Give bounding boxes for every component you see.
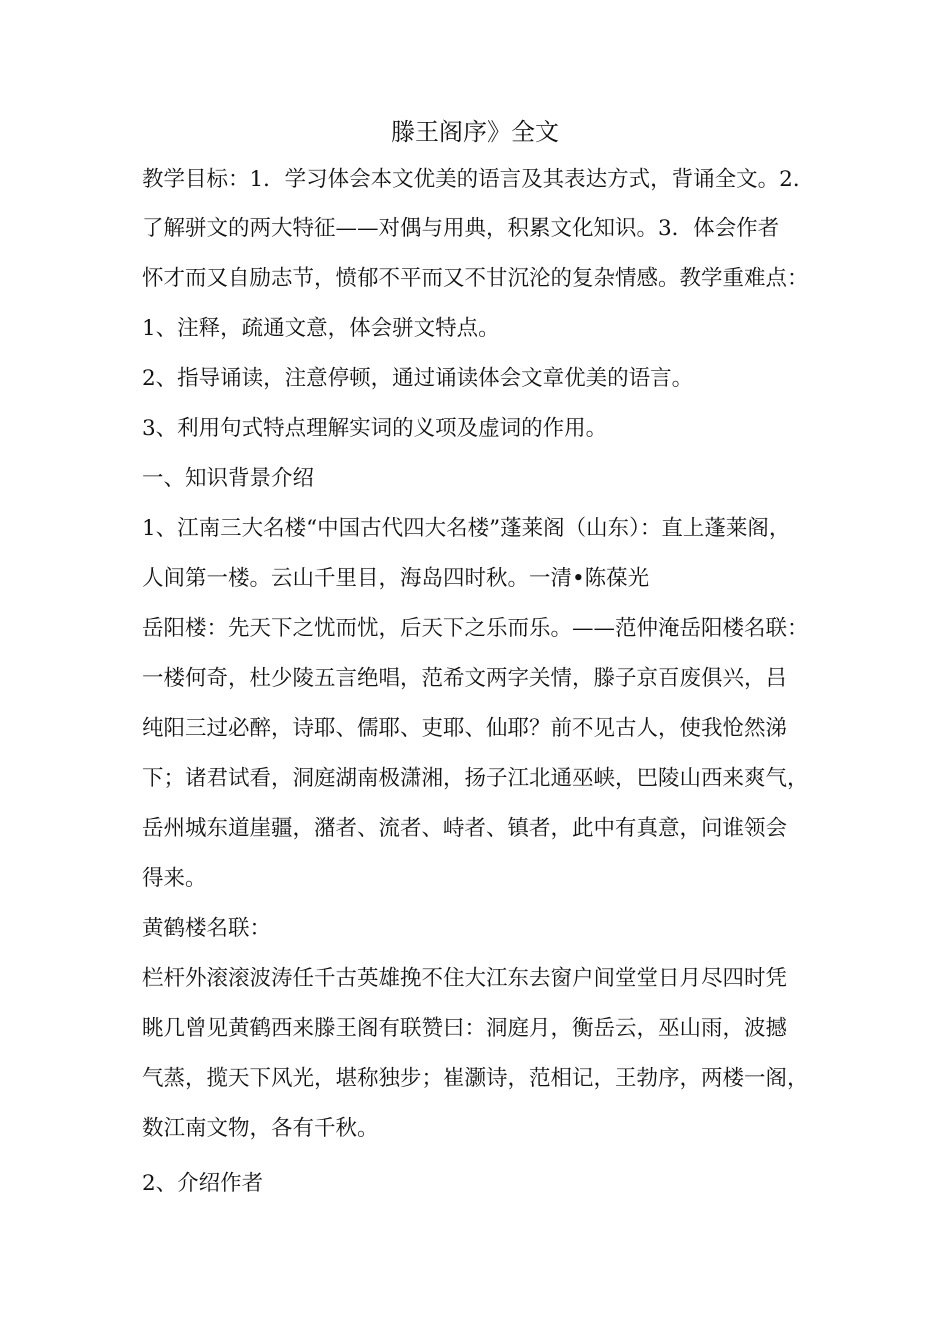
text-line: 了解骈文的两大特征——对偶与用典，积累文化知识。3．体会作者: [142, 216, 780, 241]
text-line: 得来。: [142, 866, 207, 891]
text-line: 1、注释，疏通文意，体会骈文特点。: [142, 316, 500, 341]
section-heading: 一、知识背景介绍: [142, 466, 315, 491]
text-line: 黄鹤楼名联：: [142, 916, 272, 941]
text-line: 下；诸君试看，洞庭湖南极潇湘，扬子江北通巫峡，巴陵山西来爽气，: [142, 766, 809, 791]
text-line: 纯阳三过必醉，诗耶、儒耶、吏耶、仙耶？前不见古人，使我怆然涕: [142, 716, 788, 741]
text-line: 2、指导诵读，注意停顿，通过诵读体会文章优美的语言。: [142, 366, 694, 391]
text-line: 怀才而又自励志节，愤郁不平而又不甘沉沦的复杂情感。教学重难点：: [142, 266, 809, 291]
text-line: 气蒸，揽天下风光，堪称独步；崔灏诗，范相记，王勃序，两楼一阁，: [142, 1066, 809, 1091]
text-line: 眺几曾见黄鹤西来滕王阁有联赞曰：洞庭月，衡岳云，巫山雨，波撼: [142, 1016, 788, 1041]
text-line: 3、利用句式特点理解实词的义项及虚词的作用。: [142, 416, 608, 441]
page-title: 滕王阁序》全文: [391, 118, 559, 146]
section-heading: 2、介绍作者: [142, 1171, 264, 1196]
text-line: 人间第一楼。云山千里目，海岛四时秋。一清•陈葆光: [142, 566, 650, 591]
text-line: 数江南文物，各有千秋。: [142, 1116, 379, 1141]
text-line: 岳州城东道崖疆，潴者、流者、峙者、镇者，此中有真意，问谁领会: [142, 816, 788, 841]
text-line: 教学目标：1．学习体会本文优美的语言及其表达方式，背诵全文。2．: [142, 167, 815, 192]
text-line: 岳阳楼：先天下之忧而忧，后天下之乐而乐。——范仲淹岳阳楼名联：: [142, 616, 809, 641]
text-line: 一楼何奇，杜少陵五言绝唱，范希文两字关情，滕子京百废俱兴，吕: [142, 666, 788, 691]
text-line: 1、江南三大名楼“中国古代四大名楼”蓬莱阁（山东）：直上蓬莱阁，: [142, 516, 791, 541]
text-line: 栏杆外滚滚波涛任千古英雄挽不住大江东去窗户间堂堂日月尽四时凭: [142, 966, 788, 991]
